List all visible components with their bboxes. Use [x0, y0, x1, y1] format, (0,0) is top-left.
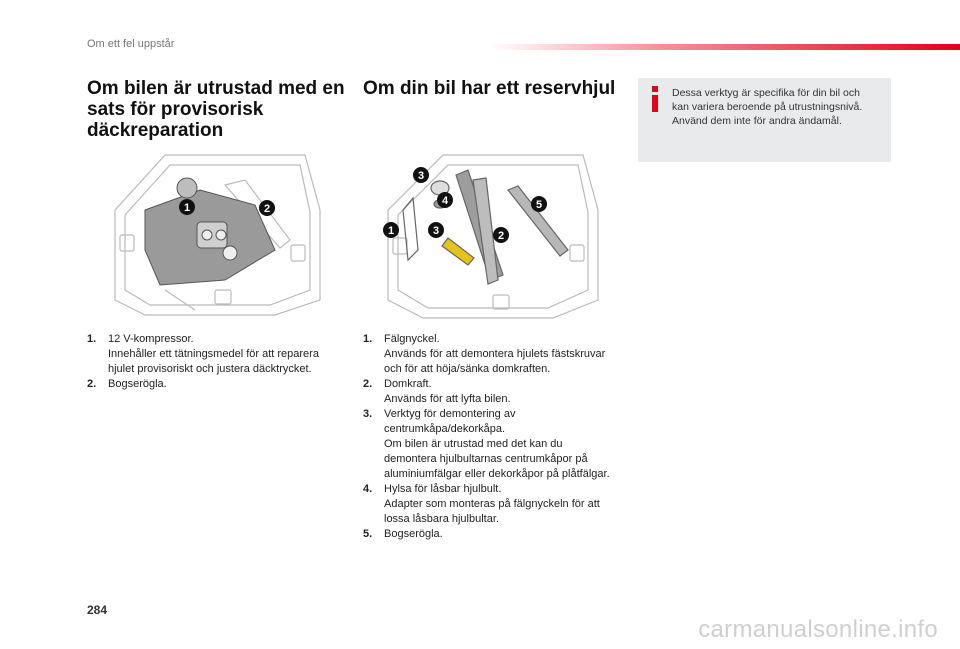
- info-box: [638, 78, 891, 162]
- watermark: carmanualsonline.info: [698, 616, 938, 643]
- left-item-list: [87, 332, 347, 392]
- page-number: 284: [87, 603, 108, 617]
- info-text: Dessa verktyg är specifika för din bil och kan variera beroende på utrustningsnivå. Använd dem inte för andra ändamål.: [672, 87, 863, 127]
- spare-wheel-tools-illustration: [378, 150, 603, 322]
- list-item: 2. Bogserögla.: [87, 378, 167, 390]
- info-icon: [650, 86, 660, 112]
- repair-kit-illustration: [105, 150, 323, 320]
- list-item: 1. 12 V-kompressor. Innehåller ett tätningsmedel för att reparera hjulet provisoriskt och justera däcktrycket.: [87, 333, 319, 375]
- middle-heading: Om din bil har ett reservhjul: [363, 78, 616, 99]
- left-column: [87, 78, 352, 141]
- section-title: Om ett fel uppstår: [87, 38, 175, 50]
- list-item: 5. Bogserögla.: [363, 528, 443, 540]
- left-items: [87, 332, 347, 392]
- svg-text:5: 5: [535, 199, 543, 211]
- list-item: 4. Hylsa för låsbar hjulbult. Adapter som monteras på fälgnyckeln för att lossa låsbara hjulbultar.: [363, 483, 600, 525]
- svg-text:3: 3: [432, 225, 440, 237]
- header-accent-bar: [490, 44, 960, 50]
- svg-text:1: 1: [387, 225, 395, 237]
- list-item: 1. Fälgnyckel. Används för att demontera hjulets fästskruvar och för att höja/sänka domkraften.: [363, 333, 606, 375]
- middle-item-list: [363, 332, 613, 542]
- middle-items: [363, 332, 613, 542]
- svg-text:2: 2: [497, 230, 505, 242]
- svg-text:4: 4: [441, 195, 449, 207]
- middle-column: [363, 78, 628, 99]
- svg-text:3: 3: [417, 170, 425, 182]
- svg-text:1: 1: [183, 202, 191, 214]
- list-item: 2. Domkraft. Används för att lyfta bilen.: [363, 378, 511, 405]
- list-item: 3. Verktyg för demontering av centrumkåpa/dekorkåpa. Om bilen är utrustad med det kan du demontera hjulbultarnas centrumkåpor på aluminiumfälgar eller dekorkåpor på plåtfälgar.: [363, 408, 610, 480]
- svg-text:2: 2: [263, 203, 271, 215]
- left-heading: Om bilen är utrustad med en sats för provisorisk däckreparation: [87, 78, 345, 141]
